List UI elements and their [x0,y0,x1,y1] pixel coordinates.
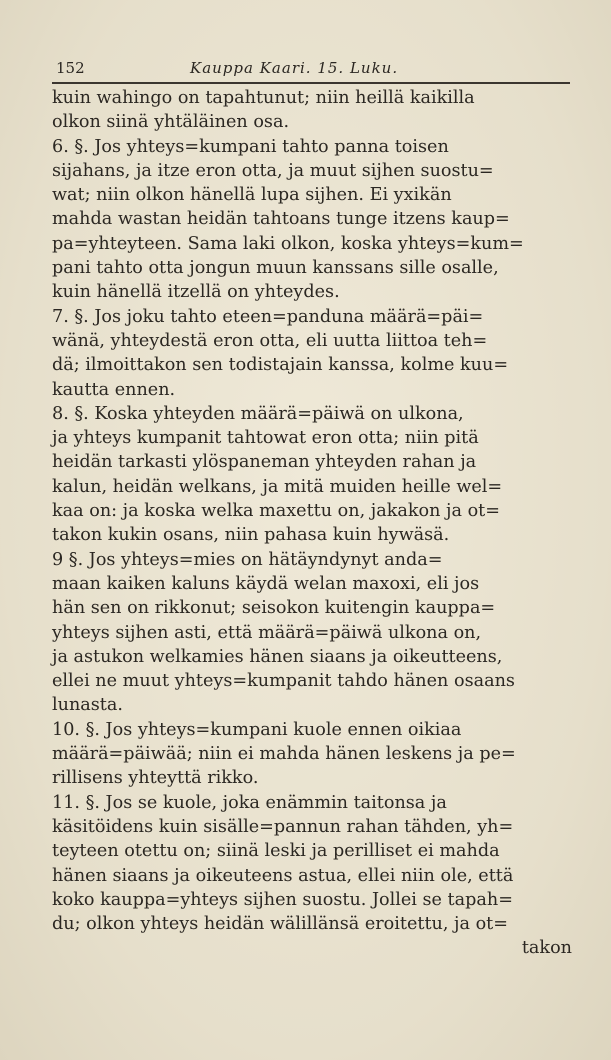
text-line: 6. §. Jos yhteys=kumpani tahto panna toisen [52,136,449,157]
text-line: olkon siinä yhtäläinen osa. [52,112,290,133]
text-line: 10. §. Jos yhteys=kumpani kuole ennen oikiaa [52,719,462,740]
text-line: kuin hänellä itzellä on yhteydes. [52,282,340,303]
text-line: kaa on: ja koska welka maxettu on, jakakon ja ot= [52,501,500,522]
text-line: 9 §. Jos yhteys=mies on hätäyndynyt anda= [52,549,443,570]
text-line: kuin wahingo on tapahtunut; niin heillä kaikilla [52,88,475,108]
text-line: hän sen on rikkonut; seisokon kuitengin kauppa= [52,598,496,619]
text-line: kalun, heidän welkans, ja mitä muiden heille wel= [52,476,503,497]
text-line: teyteen otettu on; siinä leski ja perilliset ei mahda [52,841,500,862]
running-head: Kauppa Kaari. 15. Luku. [190,59,399,77]
text-body [52,86,574,961]
text-line: yhteys sijhen asti, että määrä=päiwä ulkona on, [52,622,482,643]
text-line: 11. §. Jos se kuole, joka enämmin taitonsa ja [52,792,447,813]
text-line: dä; ilmoittakon sen todistajain kanssa, kolme kuu= [52,355,509,376]
text-line: 7. §. Jos joku tahto eteen=panduna määrä=päi= [52,306,484,327]
text-line: sijahans, ja itze eron otta, ja muut sijhen suostu= [52,160,494,181]
text-line: hänen siaans ja oikeuteens astua, ellei niin ole, että [52,865,514,886]
header-rule [52,82,570,84]
text-line: ja astukon welkamies hänen siaans ja oikeutteens, [52,646,503,667]
catchword: takon [521,938,572,959]
text-line: 8. §. Koska yhteyden määrä=päiwä on ulkona, [52,403,464,424]
text-line: koko kauppa=yhteys sijhen suostu. Jollei se tapah= [52,889,513,910]
text-line: kautta ennen. [52,379,176,400]
text-line: käsitöidens kuin sisälle=pannun rahan tähden, yh= [52,816,514,837]
text-line: mahda wastan heidän tahtoans tunge itzens kaup= [52,209,510,230]
text-line: rillisens yhteyttä rikko. [52,768,259,789]
text-line: maan kaiken kaluns käydä welan maxoxi, eli jos [52,573,480,594]
text-line: takon kukin osans, niin pahasa kuin hywäsä. [52,525,450,546]
text-line: wänä, yhteydestä eron otta, eli uutta liittoa teh= [52,330,488,351]
page-number: 152 [56,59,85,77]
text-line: pani tahto otta jongun muun kanssans sille osalle, [52,258,499,279]
text-line: ellei ne muut yhteys=kumpanit tahdo hänen osaans [52,671,515,692]
text-line: ja yhteys kumpanit tahtowat eron otta; niin pitä [52,428,479,449]
text-line: pa=yhteyteen. Sama laki olkon, koska yhteys=kum= [52,233,524,254]
text-line: du; olkon yhteys heidän wälillänsä eroitettu, ja ot= [52,914,508,935]
text-line: lunasta. [52,695,123,716]
text-line: heidän tarkasti ylöspaneman yhteyden rahan ja [52,452,477,473]
text-line: määrä=päiwää; niin ei mahda hänen leskens ja pe= [52,744,516,765]
text-line: wat; niin olkon hänellä lupa sijhen. Ei yxikän [52,185,452,206]
page-header [52,56,562,80]
